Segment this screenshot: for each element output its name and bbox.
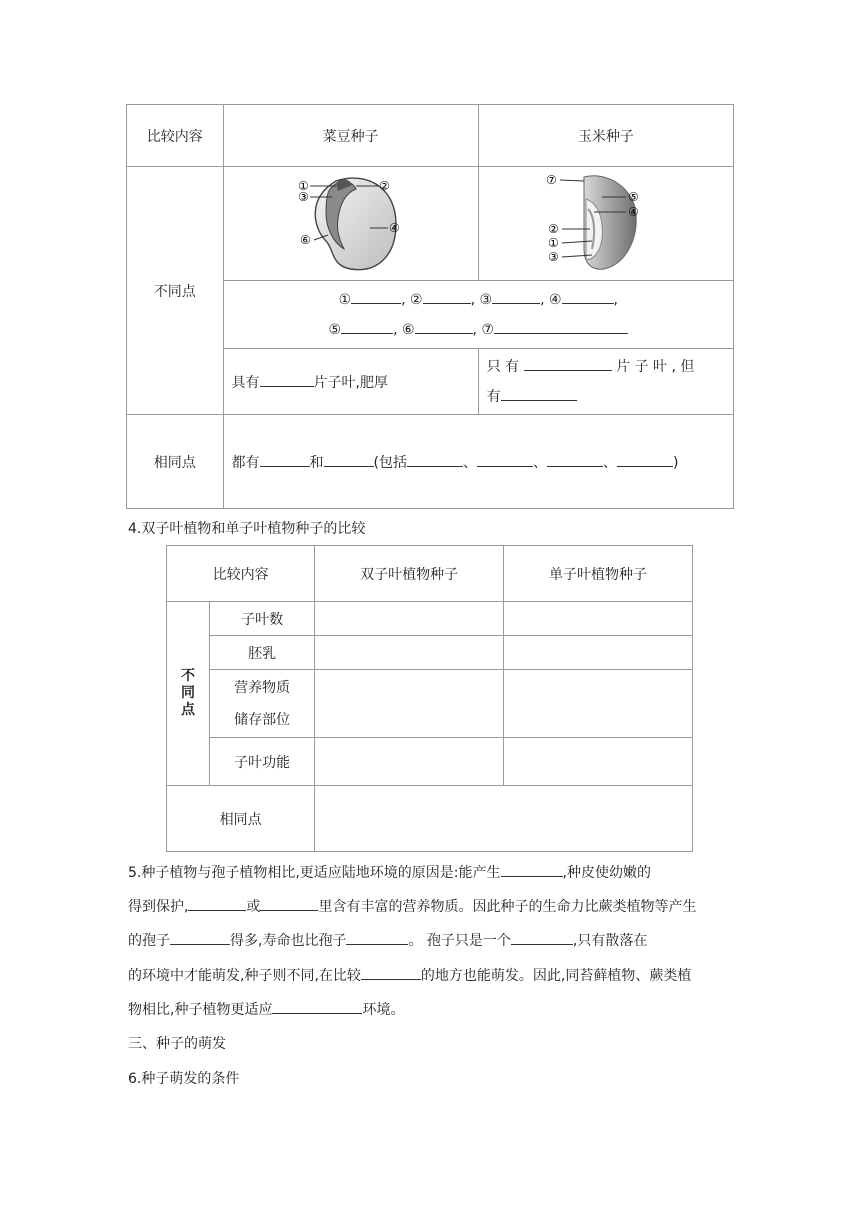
bean-seed-diagram-cell — [223, 167, 478, 281]
seed-structure-table — [126, 104, 734, 509]
q5-blank-1[interactable] — [501, 862, 563, 877]
corn-label-4: ④ — [627, 204, 639, 219]
q5-blank-8[interactable] — [272, 999, 362, 1014]
q5-line-5: 物相比,种子植物更适应 环境。 — [128, 999, 734, 1020]
cell-monocot-function[interactable] — [504, 738, 693, 786]
row-nutrient-storage: 营养物质 储存部位 — [210, 670, 315, 738]
blank-same-5[interactable] — [547, 452, 603, 467]
q4-title: 4.双子叶植物和单子叶植物种子的比较 — [128, 521, 366, 537]
blank-corn-cot[interactable] — [524, 356, 612, 371]
bean-label-1: ① — [297, 178, 309, 193]
cell-monocot-storage[interactable] — [504, 670, 693, 738]
structure-fill-blanks — [223, 281, 733, 349]
q6-title: 6.种子萌发的条件 — [128, 1071, 240, 1087]
bean-label-2: ② — [378, 178, 390, 193]
q5-blank-2[interactable] — [188, 896, 246, 911]
dicot-monocot-table — [166, 545, 693, 852]
q4-header-monocot: 单子叶植物种子 — [504, 546, 693, 602]
corn-label-3: ③ — [547, 249, 559, 264]
q4-header-compare: 比较内容 — [167, 546, 315, 602]
section-3-heading: 三、种子的萌发 — [128, 1036, 226, 1052]
blank-same-4[interactable] — [477, 452, 533, 467]
bean-label-6: ⑥ — [299, 232, 311, 247]
bean-cotyledon-cell: 具有 片子叶,肥厚 — [223, 349, 478, 415]
q5-blank-5[interactable] — [346, 930, 408, 945]
q5-blank-7[interactable] — [361, 965, 421, 980]
bean-seed-diagram — [296, 169, 406, 275]
header-bean-seed: 菜豆种子 — [223, 105, 478, 167]
row-cotyledon-function: 子叶功能 — [210, 738, 315, 786]
q4-header-dicot: 双子叶植物种子 — [315, 546, 504, 602]
corn-label-5: ⑤ — [627, 189, 639, 204]
blank-4[interactable] — [562, 289, 614, 304]
corn-label-1: ① — [547, 235, 559, 250]
blank-2[interactable] — [423, 289, 471, 304]
q5-line-3: 的孢子 得多,寿命也比孢子 。 孢子只是一个 ,只有散落在 — [128, 930, 734, 951]
row-cotyledon-count: 子叶数 — [210, 602, 315, 636]
blank-same-6[interactable] — [617, 452, 673, 467]
cell-dicot-function[interactable] — [315, 738, 504, 786]
blank-same-1[interactable] — [260, 452, 310, 467]
corn-cotyledon-cell: 只 有 片 子 叶 , 但 有 — [478, 349, 733, 415]
q5-line-1: 5.种子植物与孢子植物相比,更适应陆地环境的原因是:能产生 ,种皮使幼嫩的 — [128, 862, 734, 883]
cell-monocot-cotyledon-count[interactable] — [504, 602, 693, 636]
blank-6[interactable] — [415, 319, 473, 334]
diff-label: 不同点 — [127, 167, 224, 415]
row-endosperm: 胚乳 — [210, 636, 315, 670]
same-points-cell: 都有 和 (包括 、 、 、 ) — [223, 415, 733, 509]
blank-bean-cot[interactable] — [260, 372, 314, 387]
bean-label-4: ④ — [388, 220, 400, 235]
q4-same-label: 相同点 — [167, 786, 315, 852]
header-corn-seed: 玉米种子 — [478, 105, 733, 167]
blank-corn-extra[interactable] — [501, 386, 577, 401]
q5-blank-6[interactable] — [511, 930, 573, 945]
q5-blank-4[interactable] — [170, 930, 230, 945]
bean-label-3: ③ — [297, 189, 309, 204]
corn-label-2: ② — [547, 221, 559, 236]
blank-5[interactable] — [341, 319, 393, 334]
header-compare: 比较内容 — [127, 105, 224, 167]
blank-same-3[interactable] — [407, 452, 463, 467]
corn-seed-diagram — [546, 169, 666, 275]
blank-1[interactable] — [351, 289, 401, 304]
cell-monocot-endosperm[interactable] — [504, 636, 693, 670]
fill-row-1: ① , ② , ③ , ④ , — [224, 285, 733, 315]
q5-line-2: 得到保护, 或 里含有丰富的营养物质。因此种子的生命力比蕨类植物等产生 — [128, 896, 734, 917]
same-label: 相同点 — [127, 415, 224, 509]
cell-same-points[interactable] — [315, 786, 693, 852]
q5-line-4: 的环境中才能萌发,种子则不同,在比较 的地方也能萌发。因此,同苔藓植物、蕨类植 — [128, 965, 734, 986]
blank-3[interactable] — [492, 289, 540, 304]
q5-blank-3[interactable] — [260, 896, 318, 911]
cell-dicot-endosperm[interactable] — [315, 636, 504, 670]
blank-7[interactable] — [494, 319, 628, 334]
blank-same-2[interactable] — [324, 452, 374, 467]
corn-label-7: ⑦ — [545, 172, 557, 187]
corn-seed-diagram-cell — [478, 167, 733, 281]
fill-row-2: ⑤ , ⑥ , ⑦ — [224, 315, 733, 345]
cell-dicot-storage[interactable] — [315, 670, 504, 738]
cell-dicot-cotyledon-count[interactable] — [315, 602, 504, 636]
q4-diff-label: 不同点 — [167, 602, 210, 786]
